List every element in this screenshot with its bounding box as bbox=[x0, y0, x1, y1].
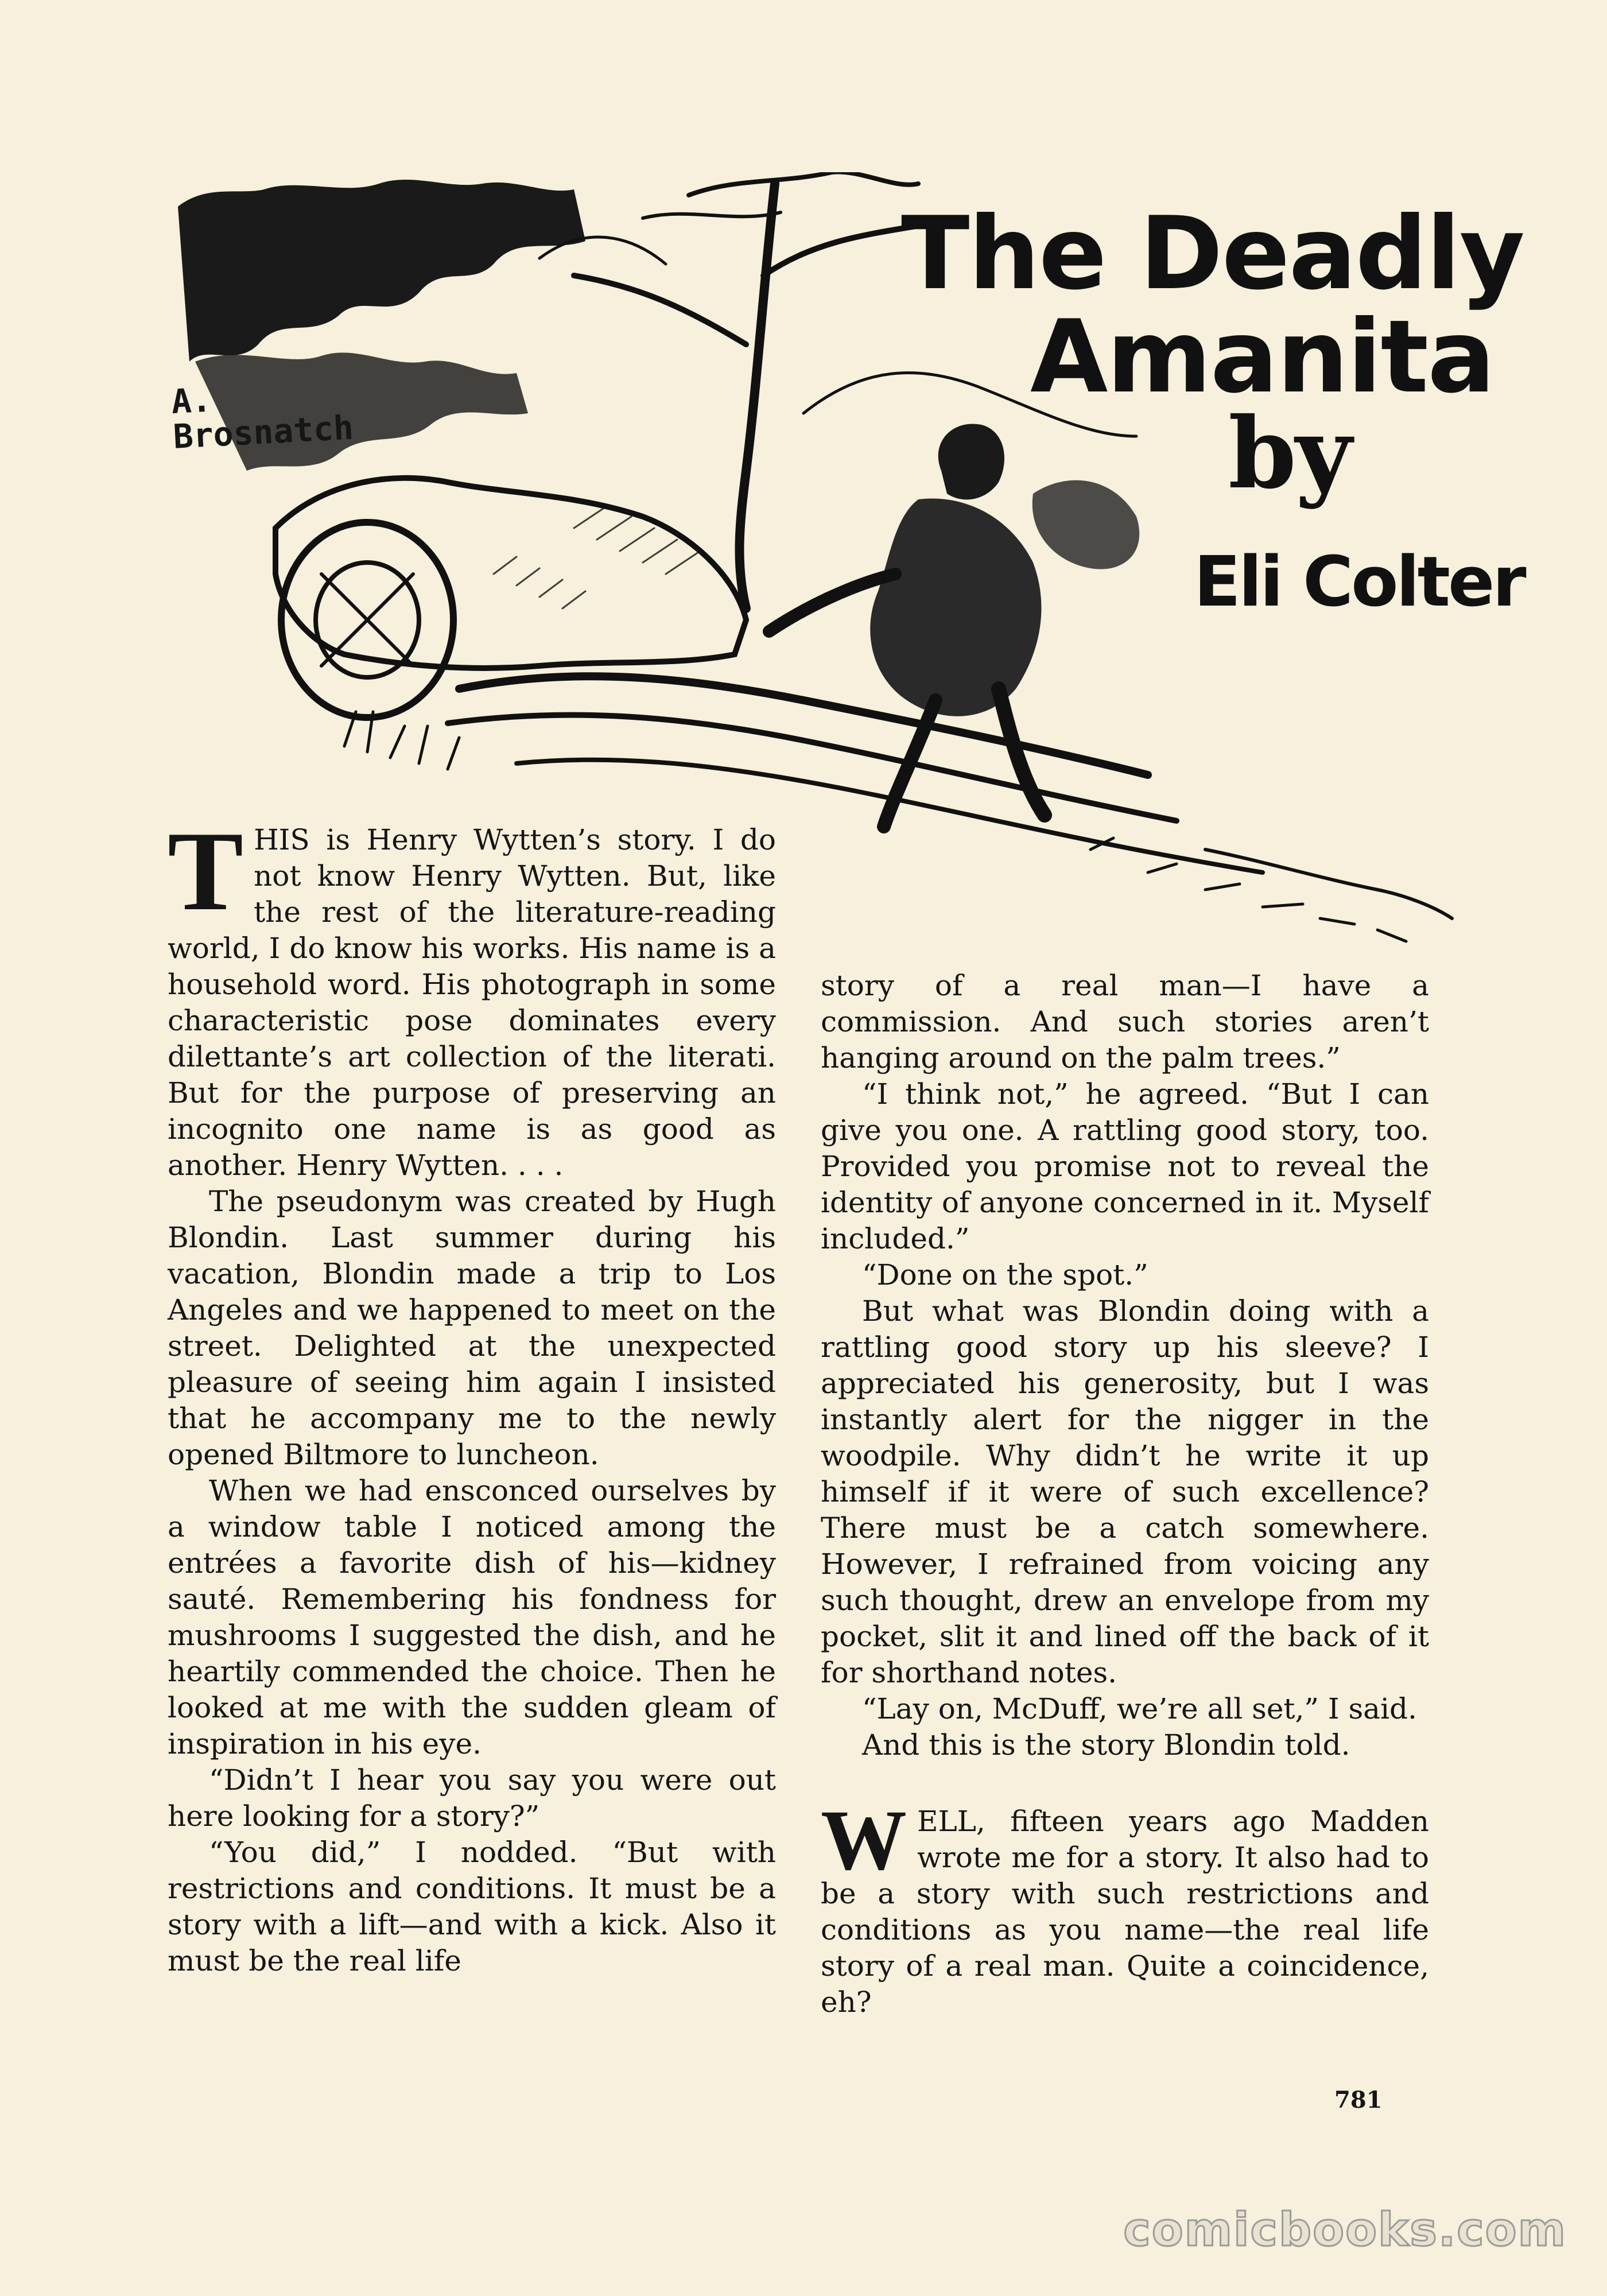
text-column-left bbox=[168, 808, 776, 1979]
paragraph: “Didn’t I hear you say you were out here looking for a story?” bbox=[168, 1763, 776, 1833]
section-break bbox=[821, 1763, 1429, 1804]
paragraph bbox=[168, 808, 776, 1184]
watermark-logo: comicbooks.com bbox=[1123, 2203, 1567, 2256]
paragraph: But what was Blondin doing with a rattling good story up his sleeve? I appreciated his generosity, but I was instantly alert for the nigger in the woodpile. Why didn’t he write it up himself if it were of such excellence? There must be a catch somewhere. However, I refrained from voicing any such thought, drew an envelope from my pocket, slit it and lined off the back of it for shorthand notes. bbox=[821, 1294, 1429, 1689]
paragraph: “I think not,” he agreed. “But I can give you one. A rattling good story, too. Provided you promise not to reveal the identity of anyone concerned in it. Myself included.” bbox=[821, 1077, 1429, 1255]
paragraph-text: HIS is Henry Wytten’s story. I do not know Henry Wytten. But, like the rest of the literature-reading world, I do know his works. His name is a household word. His photograph in some characteristic pose dominates every dilettante’s art collection of the literati. But for the purpose of preserving an incognito one name is as good as another. Henry Wytten. . . . bbox=[168, 823, 776, 1182]
paragraph: When we had ensconced ourselves by a window table I noticed among the entrées a favorite dish of his—kidney sauté. Remembering his fondness for mushrooms I suggested the dish, and he heartily commended the choice. Then he looked at me with the sudden gleam of inspiration in his eye. bbox=[168, 1474, 776, 1760]
paragraph: story of a real man—I have a commission. And such stories aren’t hanging around on the palm trees.” bbox=[821, 969, 1429, 1075]
paragraph bbox=[821, 1793, 1429, 2020]
byline-by: by bbox=[1228, 396, 1351, 511]
paragraph-text: fifteen years ago Madden wrote me for a story. It also had to be a story with such restrictions and conditions as you name—the real life story of a real man. Quite a coincidence, eh? bbox=[821, 1805, 1429, 2019]
author-name: Eli Colter bbox=[1194, 542, 1524, 622]
page-number: 781 bbox=[1334, 2086, 1383, 2113]
drop-cap: T bbox=[168, 808, 244, 934]
paragraph: And this is the story Blondin told. bbox=[862, 1728, 1350, 1762]
small-caps-lead: ELL, bbox=[917, 1805, 985, 1838]
story-title-line-2: Amanita bbox=[1030, 299, 1495, 416]
story-title-line-1: The Deadly bbox=[901, 196, 1524, 312]
paragraph: The pseudonym was created by Hugh Blondin. Last summer during his vacation, Blondin made a trip to Los Angeles and we happened to meet on the street. Delighted at the unexpected pleasure of seeing him again I insisted that he accompany me to the newly opened Biltmore to luncheon. bbox=[168, 1185, 776, 1471]
artist-signature-text: A. Brosnatch bbox=[170, 380, 355, 456]
drop-cap: W bbox=[821, 1793, 907, 1888]
text-column-right bbox=[821, 968, 1429, 2020]
paragraph: “You did,” I nodded. “But with restrictions and conditions. It must be a story with a lift—and with a kick. Also it must be the real life bbox=[168, 1836, 776, 1977]
artist-signature bbox=[170, 373, 392, 455]
paragraph: “Done on the spot.” bbox=[862, 1258, 1148, 1292]
paragraph: “Lay on, McDuff, we’re all set,” I said. bbox=[862, 1692, 1417, 1725]
